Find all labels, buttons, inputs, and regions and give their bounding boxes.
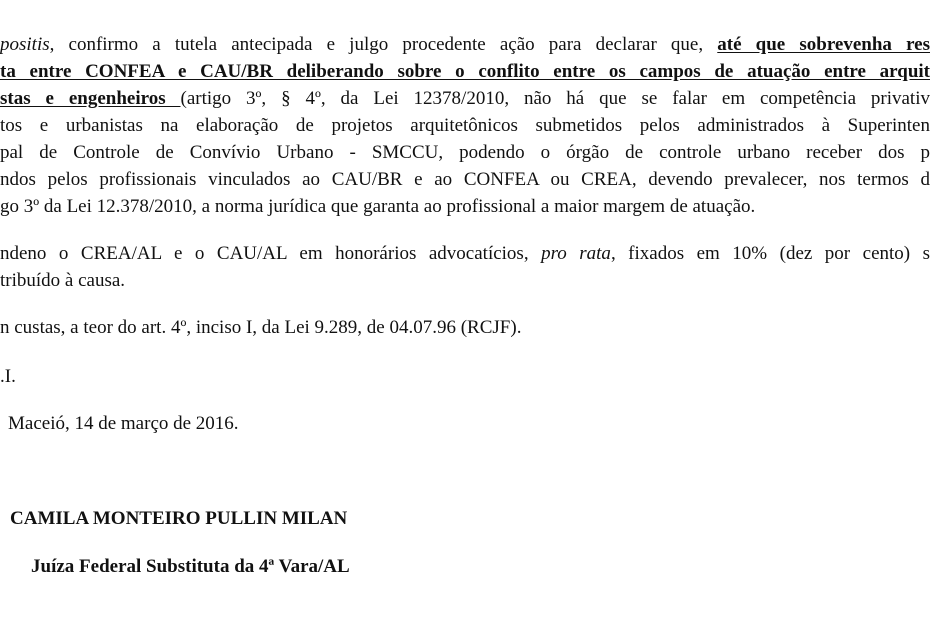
paragraph-1-line-3-text: (artigo 3º, § 4º, da Lei 12378/2010, não há que se falar em competência privativ bbox=[180, 88, 930, 109]
paragraph-2-line-1-after: , fixados em 10% (dez por cento) s bbox=[610, 243, 930, 264]
paragraph-1-line-1-emphasis: até que sobrevenha res bbox=[717, 34, 930, 55]
paragraph-2-line-1 bbox=[0, 242, 930, 266]
paragraph-1-line-1 bbox=[0, 33, 930, 57]
paragraph-1-line-4: tos e urbanistas na elaboração de projetos arquitetônicos submetidos pelos administrados à Superinten bbox=[0, 115, 930, 136]
italic-term-positis: positis bbox=[0, 34, 50, 55]
paragraph-2-line-1-before: ndeno o CREA/AL e o CAU/AL em honorários advocatícios, bbox=[0, 243, 542, 264]
paragraph-1-line-6: ndos pelos profissionais vinculados ao CAU/BR e ao CONFEA ou CREA, devendo prevalecer, nos termos d bbox=[0, 169, 930, 190]
paragraph-1-line-7: go 3º da Lei 12.378/2010, a norma jurídica que garanta ao profissional a maior margem de atuação. bbox=[0, 196, 756, 217]
paragraph-1-line-2: ta entre CONFEA e CAU/BR deliberando sobre o conflito entre os campos de atuação entre arquit bbox=[0, 61, 930, 82]
paragraph-1-line-3 bbox=[0, 87, 930, 111]
paragraph-3: n custas, a teor do art. 4º, inciso I, da Lei 9.289, de 04.07.96 (RCJF). bbox=[0, 317, 522, 338]
place-date: Maceió, 14 de março de 2016. bbox=[8, 413, 239, 434]
paragraph-4: .I. bbox=[0, 366, 16, 387]
paragraph-1-line-3-emphasis: stas e engenheiros bbox=[0, 88, 181, 109]
italic-term-pro-rata: pro rata bbox=[541, 243, 611, 264]
signature-title: Juíza Federal Substituta da 4ª Vara/AL bbox=[31, 556, 350, 577]
signature-name: CAMILA MONTEIRO PULLIN MILAN bbox=[10, 508, 348, 529]
paragraph-2-line-2: tribuído à causa. bbox=[0, 270, 126, 291]
paragraph-1-line-5: pal de Controle de Convívio Urbano - SMCCU, podendo o órgão de controle urbano receber dos p bbox=[0, 142, 930, 163]
paragraph-1-line-1-text: , confirmo a tutela antecipada e julgo procedente ação para declarar que, bbox=[49, 34, 718, 55]
